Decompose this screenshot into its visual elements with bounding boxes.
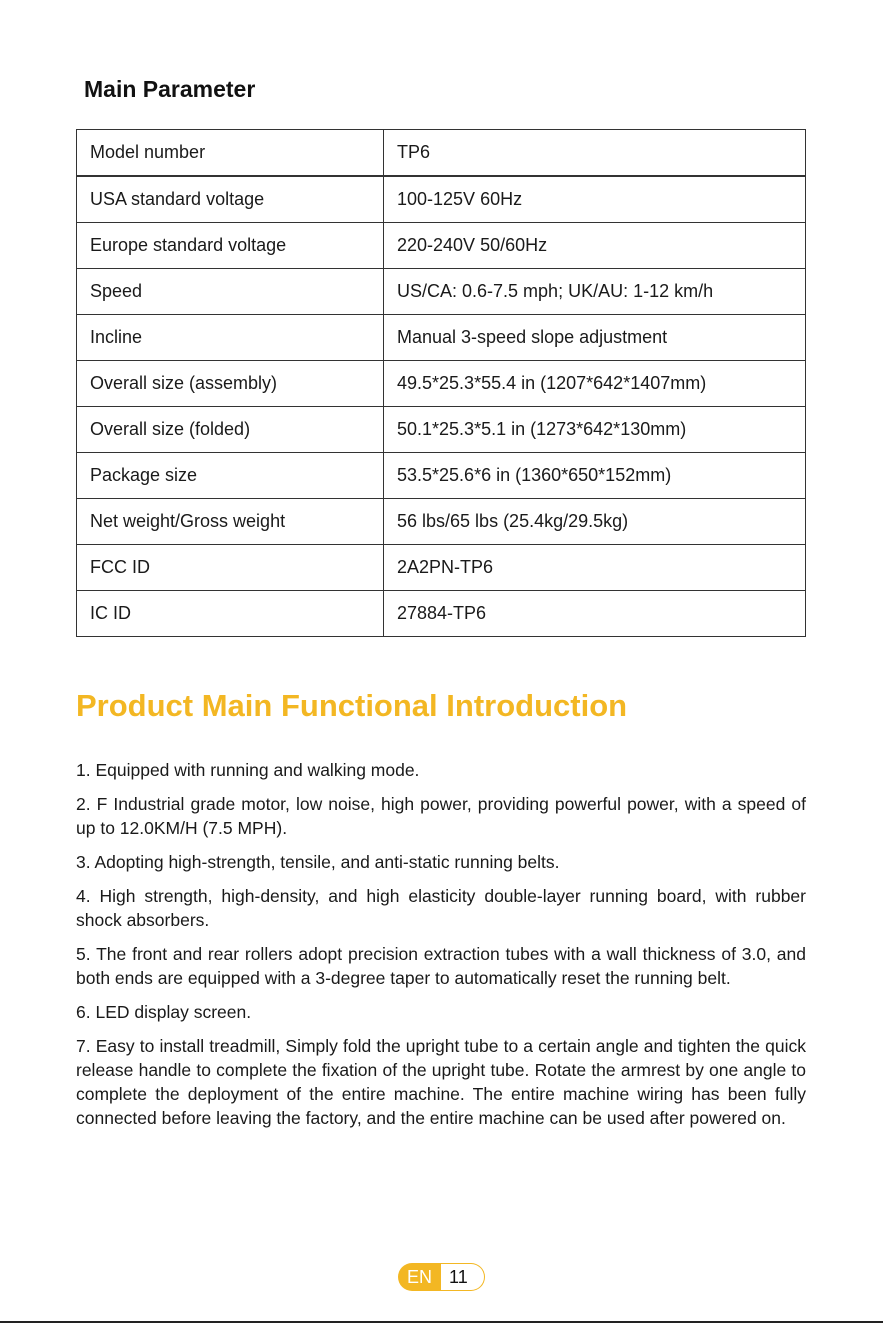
parameter-label: Model number [77,130,384,177]
table-row [77,591,806,637]
parameter-value: 100-125V 60Hz [384,176,806,223]
parameter-value: 49.5*25.3*55.4 in (1207*642*1407mm) [384,361,806,407]
parameter-value: US/CA: 0.6-7.5 mph; UK/AU: 1-12 km/h [384,269,806,315]
parameter-label: USA standard voltage [77,176,384,223]
table-row [77,130,806,177]
list-item: 6. LED display screen. [76,1002,252,1022]
list-item: 5. The front and rear rollers adopt precision extraction tubes with a wall thickness of 3.0, and both ends are equipped with a 3-degree taper to automatically reset the running belt. [76,944,806,988]
parameter-value: Manual 3-speed slope adjustment [384,315,806,361]
parameter-label: Speed [77,269,384,315]
table-row [77,361,806,407]
page-number-badge [398,1263,485,1291]
parameter-label: Overall size (assembly) [77,361,384,407]
list-item: 4. High strength, high-density, and high elasticity double-layer running board, with rubber shock absorbers. [76,886,806,930]
table-row [77,223,806,269]
table-row [77,499,806,545]
table-row [77,176,806,223]
parameter-value: TP6 [384,130,806,177]
page-number: 11 [441,1263,485,1291]
table-row [77,453,806,499]
parameter-value: 2A2PN-TP6 [384,545,806,591]
language-label: EN [398,1263,441,1291]
parameter-value: 56 lbs/65 lbs (25.4kg/29.5kg) [384,499,806,545]
parameter-table [76,129,806,637]
main-parameter-title: Main Parameter [84,76,256,102]
table-row [77,315,806,361]
parameter-value: 53.5*25.6*6 in (1360*650*152mm) [384,453,806,499]
table-row [77,545,806,591]
feature-list [76,758,806,1140]
table-row [77,407,806,453]
introduction-title: Product Main Functional Introduction [76,688,628,723]
parameter-value: 220-240V 50/60Hz [384,223,806,269]
bottom-divider [0,1321,883,1323]
parameter-value: 27884-TP6 [384,591,806,637]
list-item: 1. Equipped with running and walking mode. [76,760,420,780]
parameter-label: Europe standard voltage [77,223,384,269]
parameter-label: Net weight/Gross weight [77,499,384,545]
parameter-label: Incline [77,315,384,361]
list-item: 3. Adopting high-strength, tensile, and anti-static running belts. [76,852,560,872]
list-item: 7. Easy to install treadmill, Simply fold the upright tube to a certain angle and tighten the quick release handle to complete the fixation of the upright tube. Rotate the armrest by one angle to complete the deployment of the entire machine. The entire machine wiring has been fully connected before leaving the factory, and the entire machine can be used after powered on. [76,1036,806,1128]
list-item: 2. F Industrial grade motor, low noise, high power, providing powerful power, with a speed of up to 12.0KM/H (7.5 MPH). [76,794,806,838]
parameter-label: Overall size (folded) [77,407,384,453]
parameter-label: FCC ID [77,545,384,591]
parameter-label: IC ID [77,591,384,637]
table-row [77,269,806,315]
parameter-label: Package size [77,453,384,499]
parameter-value: 50.1*25.3*5.1 in (1273*642*130mm) [384,407,806,453]
